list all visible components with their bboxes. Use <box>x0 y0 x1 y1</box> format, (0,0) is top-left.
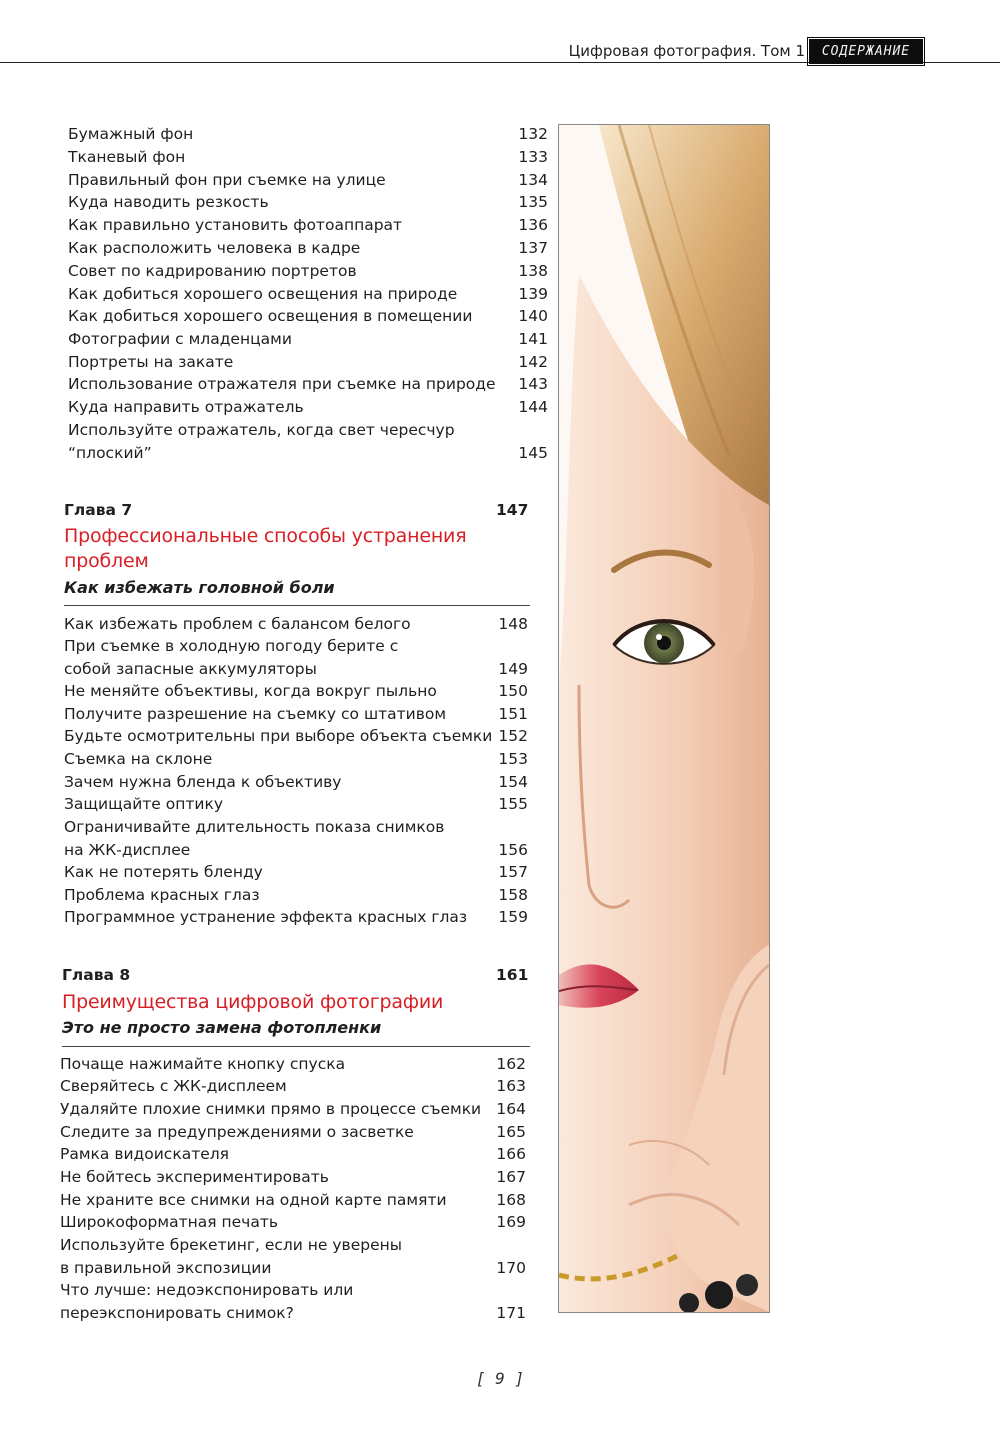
toc-entry[interactable] <box>64 680 528 703</box>
toc-entry-title: Защищайте оптику <box>64 795 224 813</box>
toc-entry-title: Съемка на склоне <box>64 750 213 768</box>
toc-entry[interactable] <box>68 260 548 283</box>
toc-entry-page: 157 <box>498 863 528 881</box>
toc-entry-page: 159 <box>498 908 528 926</box>
toc-entry-title: Бумажный фон <box>68 125 194 143</box>
chapter-rule <box>64 605 530 606</box>
toc-entry[interactable] <box>64 613 528 636</box>
toc-entry-title: Куда наводить резкость <box>68 193 269 211</box>
toc-entry[interactable] <box>64 725 528 748</box>
toc-entry-page: 140 <box>518 307 548 325</box>
toc-entry-title: Получите разрешение на съемку со штативом <box>64 705 447 723</box>
toc-entry-page: 133 <box>518 148 548 166</box>
toc-entry-title: Будьте осмотрительны при выборе объекта съемки <box>64 727 493 745</box>
chapter-title[interactable]: Преимущества цифровой фотографии <box>62 991 444 1013</box>
toc-entry-title: Ограничивайте длительность показа снимков на ЖК-дисплее <box>64 818 445 859</box>
toc-entry[interactable] <box>68 146 548 169</box>
toc-entry-title: При съемке в холодную погоду берите с собой запасные аккумуляторы <box>64 637 399 678</box>
toc-entry-title: Как избежать проблем с балансом белого <box>64 615 411 633</box>
toc-entry-page: 148 <box>498 615 528 633</box>
book-title: Цифровая фотография. Том 1 <box>568 42 805 60</box>
toc-entry[interactable] <box>68 214 548 237</box>
page-number: [ 9 ] <box>475 1369 525 1388</box>
chapter-label: Глава 7 <box>64 501 133 519</box>
toc-entry[interactable] <box>64 635 528 680</box>
toc-entry-title: Удаляйте плохие снимки прямо в процессе съемки <box>60 1100 482 1118</box>
toc-entry-title: Программное устранение эффекта красных глаз <box>64 908 468 926</box>
toc-entry-title: Рамка видоискателя <box>60 1145 229 1163</box>
toc-entry-title: Совет по кадрированию портретов <box>68 262 357 280</box>
toc-entry-page: 155 <box>498 795 528 813</box>
toc-entry-title: Куда направить отражатель <box>68 398 304 416</box>
toc-entry-title: Фотографии с младенцами <box>68 330 292 348</box>
toc-entry-page: 151 <box>498 705 528 723</box>
toc-entry-title: Почаще нажимайте кнопку спуска <box>60 1055 346 1073</box>
toc-entry[interactable] <box>64 748 528 771</box>
toc-entry[interactable] <box>68 169 548 192</box>
portrait-photo <box>558 124 770 1313</box>
toc-entry-title: Зачем нужна бленда к объективу <box>64 773 342 791</box>
toc-entry[interactable] <box>68 283 548 306</box>
toc-entry-page: 144 <box>518 398 548 416</box>
toc-entry-page: 167 <box>496 1168 526 1186</box>
toc-entry-page: 163 <box>496 1077 526 1095</box>
toc-entry-page: 136 <box>518 216 548 234</box>
chapter-label: Глава 8 <box>62 966 131 984</box>
chapter-title[interactable]: Профессиональные способы устранения проблем <box>64 525 467 572</box>
toc-entry-title: Правильный фон при съемке на улице <box>68 171 386 189</box>
toc-entry-page: 165 <box>496 1123 526 1141</box>
chapter-subtitle: Это не просто замена фотопленки <box>62 1018 382 1037</box>
toc-entry[interactable] <box>68 419 548 464</box>
toc-entry[interactable] <box>64 703 528 726</box>
toc-entry[interactable] <box>60 1121 526 1144</box>
toc-entry-title: Как не потерять бленду <box>64 863 263 881</box>
toc-entry[interactable] <box>68 305 548 328</box>
toc-entry-title: Как расположить человека в кадре <box>68 239 361 257</box>
toc-entry[interactable] <box>64 793 528 816</box>
toc-entry-page: 132 <box>518 125 548 143</box>
chapter-page: 161 <box>496 966 529 984</box>
toc-entry-page: 139 <box>518 285 548 303</box>
toc-entry[interactable] <box>64 816 528 861</box>
toc-entry-title: Сверяйтесь с ЖК-дисплеем <box>60 1077 287 1095</box>
toc-entry-title: Следите за предупреждениями о засветке <box>60 1123 414 1141</box>
toc-entry-page: 149 <box>498 659 528 678</box>
chapter-rule <box>62 1046 530 1047</box>
toc-entry[interactable] <box>68 351 548 374</box>
toc-entry-page: 135 <box>518 193 548 211</box>
toc-entry-page: 137 <box>518 239 548 257</box>
toc-entry-title: Как правильно установить фотоаппарат <box>68 216 403 234</box>
toc-entry-page: 134 <box>518 171 548 189</box>
toc-entry-title: Тканевый фон <box>68 148 186 166</box>
toc-entry-page: 143 <box>518 375 548 393</box>
toc-entry[interactable] <box>68 123 548 146</box>
toc-entry-page: 164 <box>496 1100 526 1118</box>
toc-entry-page: 170 <box>496 1258 526 1277</box>
toc-entry[interactable] <box>64 861 528 884</box>
toc-entry[interactable] <box>60 1211 526 1234</box>
toc-entry-page: 150 <box>498 682 528 700</box>
toc-entry[interactable] <box>60 1098 526 1121</box>
toc-entry-page: 171 <box>496 1303 526 1322</box>
toc-entry[interactable] <box>60 1189 526 1212</box>
toc-entry-page: 153 <box>498 750 528 768</box>
toc-entry[interactable] <box>60 1053 526 1076</box>
toc-entry[interactable] <box>68 237 548 260</box>
toc-entry[interactable] <box>60 1234 526 1279</box>
section-label: СОДЕРЖАНИЕ <box>809 39 923 64</box>
toc-entry[interactable] <box>60 1143 526 1166</box>
toc-entry-page: 156 <box>498 840 528 859</box>
toc-entry-title: Не меняйте объективы, когда вокруг пыльно <box>64 682 437 700</box>
toc-entry-page: 154 <box>498 773 528 791</box>
toc-entry[interactable] <box>64 771 528 794</box>
toc-entry[interactable] <box>60 1279 526 1324</box>
toc-entry-title: Широкоформатная печать <box>60 1213 278 1231</box>
toc-entry[interactable] <box>68 191 548 214</box>
toc-entry-title: Используйте брекетинг, если не уверены в правильной экспозиции <box>60 1236 402 1277</box>
toc-entry-title: Что лучше: недоэкспонировать или переэкспонировать снимок? <box>60 1281 354 1322</box>
toc-entry-page: 168 <box>496 1191 526 1209</box>
chapter-subtitle: Как избежать головной боли <box>64 578 335 597</box>
toc-entry-title: Проблема красных глаз <box>64 886 260 904</box>
toc-entry-page: 169 <box>496 1213 526 1231</box>
toc-entry-title: Используйте отражатель, когда свет чересчур “плоский” <box>68 421 455 462</box>
toc-entry[interactable] <box>68 396 548 419</box>
toc-entry-page: 162 <box>496 1055 526 1073</box>
toc-entry-title: Портреты на закате <box>68 353 234 371</box>
toc-entry-title: Использование отражателя при съемке на природе <box>68 375 496 393</box>
toc-entry-page: 145 <box>518 443 548 462</box>
toc-entry-page: 158 <box>498 886 528 904</box>
chapter-page: 147 <box>496 501 529 519</box>
toc-entry-page: 138 <box>518 262 548 280</box>
toc-entry[interactable] <box>60 1075 526 1098</box>
toc-entry-page: 142 <box>518 353 548 371</box>
toc-entry[interactable] <box>68 373 548 396</box>
toc-entry[interactable] <box>68 328 548 351</box>
toc-entry-title: Не храните все снимки на одной карте памяти <box>60 1191 447 1209</box>
toc-entry-title: Как добиться хорошего освещения на природе <box>68 285 458 303</box>
toc-entry[interactable] <box>64 906 528 929</box>
toc-entry-page: 141 <box>518 330 548 348</box>
portrait-photo-icon <box>559 125 769 1312</box>
toc-entry[interactable] <box>64 884 528 907</box>
toc-entry-title: Как добиться хорошего освещения в помещении <box>68 307 473 325</box>
toc-entry-page: 152 <box>498 727 528 745</box>
toc-entry-page: 166 <box>496 1145 526 1163</box>
toc-entry-title: Не бойтесь экспериментировать <box>60 1168 329 1186</box>
toc-entry[interactable] <box>60 1166 526 1189</box>
